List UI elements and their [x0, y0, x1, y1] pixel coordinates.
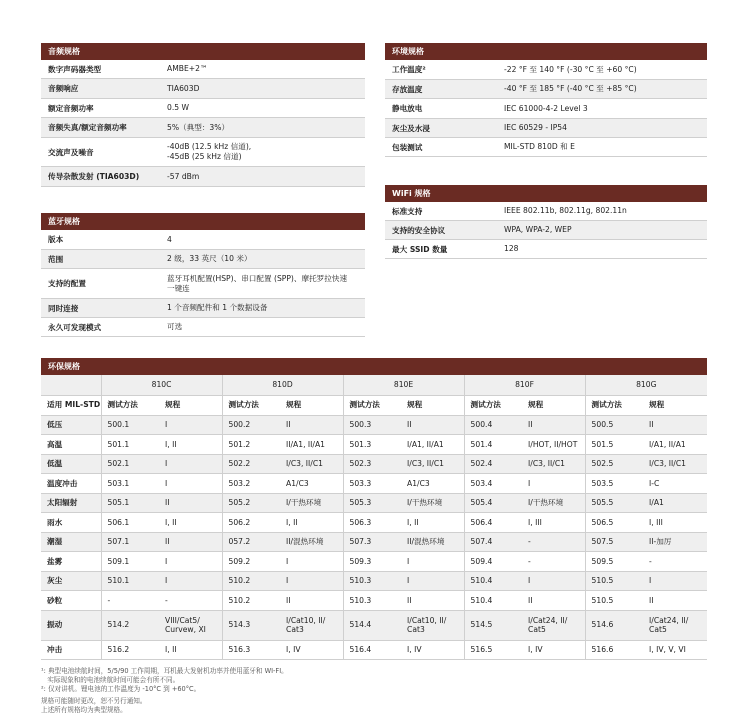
spec-row: [385, 60, 707, 80]
test-name-cell: 高温: [41, 435, 101, 455]
method-cell: 501.1: [101, 435, 159, 455]
spec-value: WPA, WPA-2, WEP: [504, 225, 572, 234]
bluetooth-spec-header: 蓝牙规格: [41, 213, 365, 230]
mil-std-table: [41, 358, 707, 660]
method-cell: 503.1: [101, 474, 159, 494]
table-row: [41, 435, 707, 455]
method-cell: 506.3: [343, 513, 401, 533]
procedure-header: 规程: [401, 395, 464, 415]
test-name-cell: 雨水: [41, 513, 101, 533]
method-cell: 510.3: [343, 571, 401, 591]
procedure-cell: I-C: [643, 474, 707, 494]
procedure-cell: I/HOT, II/HOT: [522, 435, 585, 455]
procedure-cell: I/干热环境: [401, 493, 464, 513]
spec-row: [41, 250, 365, 269]
footnote-line: 实际现象和的电池续航时间可能会有所不同。: [41, 676, 180, 684]
method-cell: 514.4: [343, 610, 401, 640]
table-row: [41, 532, 707, 552]
procedure-cell: II: [401, 415, 464, 435]
procedure-cell: I/C3, II/C1: [401, 454, 464, 474]
procedure-cell: I: [280, 571, 343, 591]
procedure-cell: I, II: [159, 640, 222, 660]
method-cell: 516.3: [222, 640, 280, 660]
table-row: [41, 474, 707, 494]
procedure-cell: II: [522, 591, 585, 611]
spec-label: 工作温度²: [392, 65, 426, 74]
mil-std-header: 环保规格: [41, 358, 707, 375]
spec-label: 数字声码器类型: [48, 64, 102, 74]
spec-label: 支持的安全协议: [392, 225, 446, 235]
spec-label: 最大 SSID 数量: [392, 244, 448, 254]
spec-row: [41, 230, 365, 250]
method-cell: 502.3: [343, 454, 401, 474]
procedure-header: 规程: [159, 395, 222, 415]
table-row: [41, 513, 707, 533]
spec-row: [41, 318, 365, 337]
spec-row: [41, 60, 365, 79]
procedure-cell: I, II: [159, 435, 222, 455]
spec-value: IEC 61000-4-2 Level 3: [504, 103, 588, 113]
spec-label: 版本: [48, 235, 64, 244]
spec-row: [41, 269, 365, 299]
spec-value: 蓝牙耳机配置(HSP)、串口配置 (SPP)、摩托罗拉快速 一键连: [167, 273, 348, 293]
spec-value: -22 °F 至 140 °F (-30 °C 至 +60 °C): [504, 64, 637, 74]
method-cell: 509.2: [222, 552, 280, 572]
method-cell: 514.2: [101, 610, 159, 640]
procedure-cell: A1/C3: [280, 474, 343, 494]
procedure-cell: -: [643, 552, 707, 572]
test-name-cell: 盐雾: [41, 552, 101, 572]
mil-std-group: 810E: [343, 375, 464, 395]
method-cell: 501.3: [343, 435, 401, 455]
spec-row: [41, 79, 365, 99]
procedure-cell: II: [159, 493, 222, 513]
test-name-cell: 冲击: [41, 640, 101, 660]
blank-cell: [41, 375, 101, 395]
procedure-cell: II: [280, 591, 343, 611]
method-cell: 502.2: [222, 454, 280, 474]
audio-spec-table: [41, 43, 365, 187]
spec-value: 5%（典型：3%）: [167, 122, 230, 132]
spec-row: [41, 299, 365, 318]
method-cell: 509.5: [585, 552, 643, 572]
procedure-cell: I: [522, 571, 585, 591]
table-row: [41, 454, 707, 474]
spec-value: -40dB (12.5 kHz 信道), -45dB (25 kHz 信道): [167, 142, 252, 161]
procedure-cell: I: [522, 474, 585, 494]
procedure-cell: II: [522, 415, 585, 435]
applicable-std-header: 适用 MIL-STD: [41, 395, 101, 415]
method-cell: 501.5: [585, 435, 643, 455]
procedure-cell: I/干热环境: [522, 493, 585, 513]
procedure-cell: I/A1: [643, 493, 707, 513]
procedure-cell: II/A1, II/A1: [280, 435, 343, 455]
procedure-cell: I, II: [401, 513, 464, 533]
mil-std-group: 810D: [222, 375, 343, 395]
mil-subheader-row: [41, 395, 707, 415]
mil-std-group: 810F: [464, 375, 585, 395]
procedure-header: 规程: [643, 395, 707, 415]
spec-row: [41, 138, 365, 167]
method-cell: 510.2: [222, 591, 280, 611]
test-name-cell: 太阳辐射: [41, 493, 101, 513]
spec-value: 4: [167, 234, 172, 244]
table-row: [41, 415, 707, 435]
method-cell: 510.4: [464, 591, 522, 611]
spec-value: -40 °F 至 185 °F (-40 °C 至 +85 °C): [504, 84, 637, 93]
method-cell: 510.2: [222, 571, 280, 591]
procedure-cell: I, IV: [280, 640, 343, 660]
spec-row: [385, 138, 707, 157]
method-cell: 501.2: [222, 435, 280, 455]
footnote-line: ²: 仅对讲机。锂电池的工作温度为 -10°C 到 +60°C。: [41, 685, 201, 693]
procedure-cell: I: [159, 552, 222, 572]
spec-value: 可选: [167, 322, 183, 331]
procedure-cell: I, II: [280, 513, 343, 533]
method-cell: 503.2: [222, 474, 280, 494]
audio-spec-header: 音频规格: [41, 43, 365, 60]
spec-label: 音频失真/额定音频功率: [48, 123, 127, 132]
procedure-cell: I: [159, 474, 222, 494]
method-cell: 503.3: [343, 474, 401, 494]
procedure-header: 规程: [280, 395, 343, 415]
procedure-cell: I: [401, 571, 464, 591]
table-row: [41, 640, 707, 660]
footnote-line: 规格可能随时更改，恕不另行通知。: [41, 697, 147, 705]
method-header: 测试方法: [222, 395, 280, 415]
method-cell: 500.3: [343, 415, 401, 435]
spec-label: 存放温度: [392, 84, 423, 94]
spec-label: 同时连接: [48, 303, 79, 313]
method-cell: 514.5: [464, 610, 522, 640]
mil-group-row: [41, 375, 707, 395]
method-cell: 500.1: [101, 415, 159, 435]
spec-label: 包装测试: [392, 142, 423, 152]
environment-spec-header: 环境规格: [385, 43, 707, 60]
spec-row: [385, 202, 707, 221]
method-cell: 516.5: [464, 640, 522, 660]
method-cell: 505.5: [585, 493, 643, 513]
procedure-header: 规程: [522, 395, 585, 415]
spec-label: 灰尘及水浸: [392, 123, 430, 133]
method-cell: 507.3: [343, 532, 401, 552]
bluetooth-spec-table: [41, 213, 365, 337]
wifi-spec-header: WiFi 规格: [385, 185, 707, 202]
procedure-cell: II-加厉: [643, 532, 707, 552]
environment-spec-table: [385, 43, 707, 157]
footnotes: [41, 667, 707, 715]
method-cell: 502.5: [585, 454, 643, 474]
method-cell: 057.2: [222, 532, 280, 552]
method-cell: 502.4: [464, 454, 522, 474]
method-cell: 510.5: [585, 571, 643, 591]
method-cell: 505.4: [464, 493, 522, 513]
table-row: [41, 591, 707, 611]
procedure-cell: -: [522, 552, 585, 572]
spec-row: [385, 240, 707, 259]
procedure-cell: I/C3, II/C1: [643, 454, 707, 474]
procedure-cell: I/A1, II/A1: [643, 435, 707, 455]
spec-row: [385, 119, 707, 138]
procedure-cell: I: [280, 552, 343, 572]
method-cell: 502.1: [101, 454, 159, 474]
test-name-cell: 低温: [41, 454, 101, 474]
procedure-cell: I, III: [643, 513, 707, 533]
procedure-cell: I/Cat24, II/ Cat5: [643, 610, 707, 640]
table-row: [41, 571, 707, 591]
method-cell: 510.3: [343, 591, 401, 611]
procedure-cell: I, II: [159, 513, 222, 533]
method-cell: 500.5: [585, 415, 643, 435]
test-name-cell: 灰尘: [41, 571, 101, 591]
method-cell: 510.5: [585, 591, 643, 611]
method-cell: 516.6: [585, 640, 643, 660]
method-cell: 505.3: [343, 493, 401, 513]
procedure-cell: I, IV: [401, 640, 464, 660]
mil-std-grid: [41, 375, 707, 660]
procedure-cell: I, III: [522, 513, 585, 533]
method-cell: 506.5: [585, 513, 643, 533]
procedure-cell: I/Cat24, II/ Cat5: [522, 610, 585, 640]
method-header: 测试方法: [585, 395, 643, 415]
method-cell: 506.1: [101, 513, 159, 533]
procedure-cell: II/混热环境: [401, 532, 464, 552]
spec-value: MIL-STD 810D 和 E: [504, 142, 575, 151]
method-cell: 510.1: [101, 571, 159, 591]
method-cell: 516.2: [101, 640, 159, 660]
test-name-cell: 砂粒: [41, 591, 101, 611]
table-row: [41, 493, 707, 513]
method-cell: 503.4: [464, 474, 522, 494]
spec-label: 支持的配置: [48, 279, 86, 288]
procedure-cell: II/混热环境: [280, 532, 343, 552]
wifi-spec-table: [385, 185, 707, 259]
procedure-cell: I, IV: [522, 640, 585, 660]
method-header: 测试方法: [343, 395, 401, 415]
footnote-line: ¹: 典型电池续航时间，5/5/90 工作周期，耳机最大发射机功率并使用蓝牙和 WI-FI。: [41, 667, 288, 675]
method-cell: 500.2: [222, 415, 280, 435]
procedure-cell: I: [159, 415, 222, 435]
method-cell: -: [101, 591, 159, 611]
method-cell: 510.4: [464, 571, 522, 591]
spec-label: 永久可发现模式: [48, 322, 102, 332]
spec-value: AMBE+2™: [167, 64, 208, 73]
spec-label: 标准支持: [392, 206, 423, 216]
procedure-cell: II: [280, 415, 343, 435]
spec-row: [385, 80, 707, 99]
spec-label: 交流声及噪音: [48, 147, 94, 157]
method-cell: 507.1: [101, 532, 159, 552]
spec-value: 2 级，33 英尺（10 米）: [167, 254, 252, 263]
test-name-cell: 潮湿: [41, 532, 101, 552]
spec-row: [41, 99, 365, 118]
procedure-cell: I: [159, 454, 222, 474]
method-cell: 505.1: [101, 493, 159, 513]
procedure-cell: -: [522, 532, 585, 552]
method-cell: 500.4: [464, 415, 522, 435]
spec-value: 128: [504, 244, 519, 253]
spec-value: IEC 60529 - IP54: [504, 123, 567, 132]
spec-label: 音频响应: [48, 84, 79, 93]
spec-value: 1 个音频配件和 1 个数据设备: [167, 303, 268, 312]
method-header: 测试方法: [101, 395, 159, 415]
procedure-cell: II: [159, 532, 222, 552]
spec-row: [41, 118, 365, 138]
procedure-cell: I/C3, II/C1: [280, 454, 343, 474]
procedure-cell: I: [159, 571, 222, 591]
spec-row: [385, 99, 707, 119]
method-cell: 514.3: [222, 610, 280, 640]
procedure-cell: I/C3, II/C1: [522, 454, 585, 474]
procedure-cell: A1/C3: [401, 474, 464, 494]
method-cell: 507.4: [464, 532, 522, 552]
spec-label: 范围: [48, 254, 64, 264]
procedure-cell: II: [643, 591, 707, 611]
spec-value: IEEE 802.11b, 802.11g, 802.11n: [504, 206, 627, 215]
procedure-cell: I/干热环境: [280, 493, 343, 513]
procedure-cell: I: [401, 552, 464, 572]
spec-value: 0.5 W: [167, 103, 189, 112]
spec-value: TIA603D: [167, 83, 200, 93]
method-cell: 506.2: [222, 513, 280, 533]
table-row: [41, 610, 707, 640]
mil-std-group: 810C: [101, 375, 222, 395]
method-cell: 509.1: [101, 552, 159, 572]
procedure-cell: -: [159, 591, 222, 611]
method-cell: 501.4: [464, 435, 522, 455]
spec-label: 额定音频功率: [48, 103, 94, 113]
test-name-cell: 振动: [41, 610, 101, 640]
test-name-cell: 温度冲击: [41, 474, 101, 494]
method-cell: 506.4: [464, 513, 522, 533]
method-header: 测试方法: [464, 395, 522, 415]
method-cell: 509.4: [464, 552, 522, 572]
test-name-cell: 低压: [41, 415, 101, 435]
procedure-cell: VIII/Cat5/ Curvew, XI: [159, 610, 222, 640]
procedure-cell: I/A1, II/A1: [401, 435, 464, 455]
method-cell: 514.6: [585, 610, 643, 640]
method-cell: 503.5: [585, 474, 643, 494]
table-row: [41, 552, 707, 572]
procedure-cell: I/Cat10, II/ Cat3: [401, 610, 464, 640]
spec-row: [41, 167, 365, 187]
spec-label: 静电放电: [392, 104, 423, 113]
procedure-cell: I/Cat10, II/ Cat3: [280, 610, 343, 640]
procedure-cell: I: [643, 571, 707, 591]
procedure-cell: II: [401, 591, 464, 611]
method-cell: 505.2: [222, 493, 280, 513]
spec-value: -57 dBm: [167, 171, 200, 181]
mil-std-group: 810G: [585, 375, 707, 395]
method-cell: 509.3: [343, 552, 401, 572]
spec-label: 传导杂散发射 (TIA603D): [48, 172, 140, 181]
spec-row: [385, 221, 707, 240]
procedure-cell: I, IV, V, VI: [643, 640, 707, 660]
method-cell: 516.4: [343, 640, 401, 660]
method-cell: 507.5: [585, 532, 643, 552]
footnote-line: 上述所有规格均为典型规格。: [41, 706, 127, 714]
procedure-cell: II: [643, 415, 707, 435]
